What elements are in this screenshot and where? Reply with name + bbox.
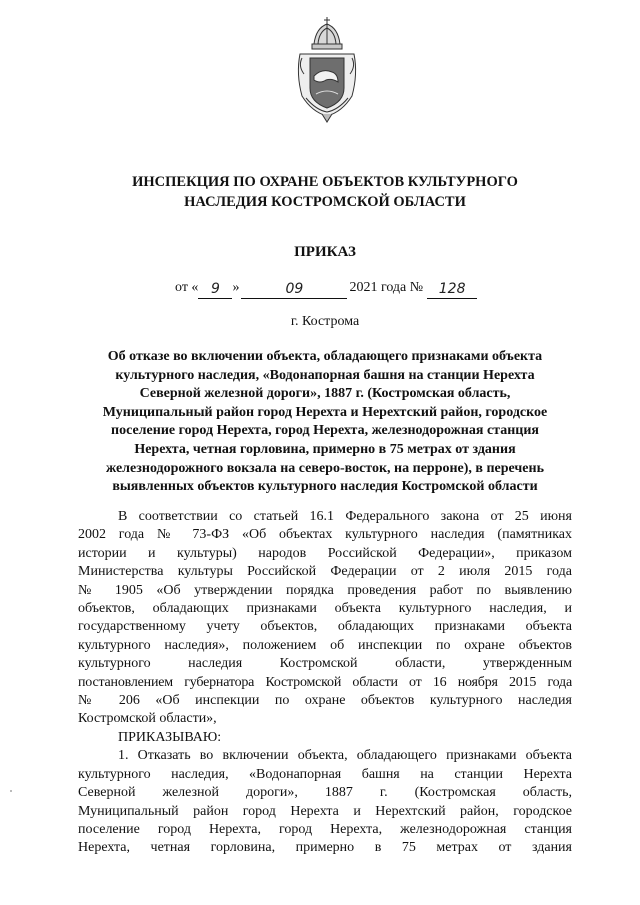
item-1-line: поселение город Нерехта, город Нерехта, железнодорожная станция xyxy=(78,821,572,837)
preamble-line: культурного наследия», положением об инспекции по охране объектов xyxy=(78,637,572,653)
date-prefix: от « xyxy=(175,280,199,295)
order-day: 9 xyxy=(198,280,232,299)
preamble-line: Костромской области», xyxy=(78,711,217,727)
order-month: 09 xyxy=(241,280,347,299)
subject-line: железнодорожного вокзала на северо-восток, на перроне), в перечень xyxy=(106,460,544,476)
item-1-line: Муниципальный район город Нерехта и Нерехтский район, городское xyxy=(78,803,572,819)
item-1-line: Нерехта, четная горловина, примерно в 75 метрах от здания xyxy=(78,840,572,856)
order-city: г. Кострома xyxy=(290,314,360,329)
preamble-line: истории и культуры) народов Российской Федерации», приказом xyxy=(78,545,572,561)
coat-of-arms-emblem xyxy=(292,14,362,124)
preamble-line: № 206 «Об инспекции по охране объектов культурного наследия xyxy=(78,693,572,709)
item-1-line: культурного наследия, «Водонапорная башня на станции Нерехта xyxy=(78,766,572,782)
preamble-line: 2002 года № 73-ФЗ «Об объектах культурного наследия (памятниках xyxy=(78,527,572,543)
date-mid: » xyxy=(232,280,240,295)
item-1-line: 1. Отказать во включении объекта, обладающего признаками объекта xyxy=(118,748,572,764)
subject-line: выявленных объектов культурного наследия Костромской области xyxy=(112,479,538,495)
preamble-line: Министерства культуры Российской Федерации от 2 июля 2015 года xyxy=(78,564,572,580)
order-number: 128 xyxy=(427,280,477,299)
preamble-line: государственному учету объектов, обладающих признаками объекта xyxy=(78,619,572,635)
subject-line: Нерехта, четная горловина, примерно в 75 метрах от здания xyxy=(134,441,516,457)
subject-line: Об отказе во включении объекта, обладающего признаками объекта xyxy=(107,349,543,364)
subject-line: Северной железной дороги», 1887 г. (Костромская область, xyxy=(139,386,511,402)
order-date-line xyxy=(175,277,477,299)
preamble-line: постановлением губернатора Костромской области от 16 ноября 2015 года xyxy=(78,674,572,690)
item-1-line: Северной железной дороги», 1887 г. (Костромская область, xyxy=(78,785,572,801)
order-title: ПРИКАЗ xyxy=(294,244,356,260)
subject-line: поселение город Нерехта, город Нерехта, железнодорожная станция xyxy=(111,423,539,439)
subject-line: культурного наследия, «Водонапорная башня на станции Нерехта xyxy=(115,367,535,383)
organization-line-1: ИНСПЕКЦИЯ ПО ОХРАНЕ ОБЪЕКТОВ КУЛЬТУРНОГО xyxy=(132,174,518,190)
order-subject xyxy=(72,348,578,497)
subject-line: Муниципальный район город Нерехта и Нерехтский район, городское xyxy=(102,404,548,420)
item-1-paragraph xyxy=(78,747,572,857)
preamble-line: В соответствии со статьей 16.1 Федерального закона от 25 июня xyxy=(118,509,572,524)
order-body xyxy=(78,508,572,858)
order-year: 2021 года № xyxy=(349,280,424,295)
preamble-paragraph xyxy=(78,508,572,729)
organization-name xyxy=(60,172,590,212)
preamble-line: объектов, обладающих признаками объекта культурного наследия, и xyxy=(78,601,572,617)
orders-word: ПРИКАЗЫВАЮ: xyxy=(118,729,222,745)
organization-line-2: НАСЛЕДИЯ КОСТРОМСКОЙ ОБЛАСТИ xyxy=(184,194,466,210)
scan-speck xyxy=(10,790,12,792)
preamble-line: культурного наследия Костромской области, утвержденным xyxy=(78,656,572,672)
preamble-line: № 1905 «Об утверждении порядка проведения работ по выявлению xyxy=(78,582,572,598)
